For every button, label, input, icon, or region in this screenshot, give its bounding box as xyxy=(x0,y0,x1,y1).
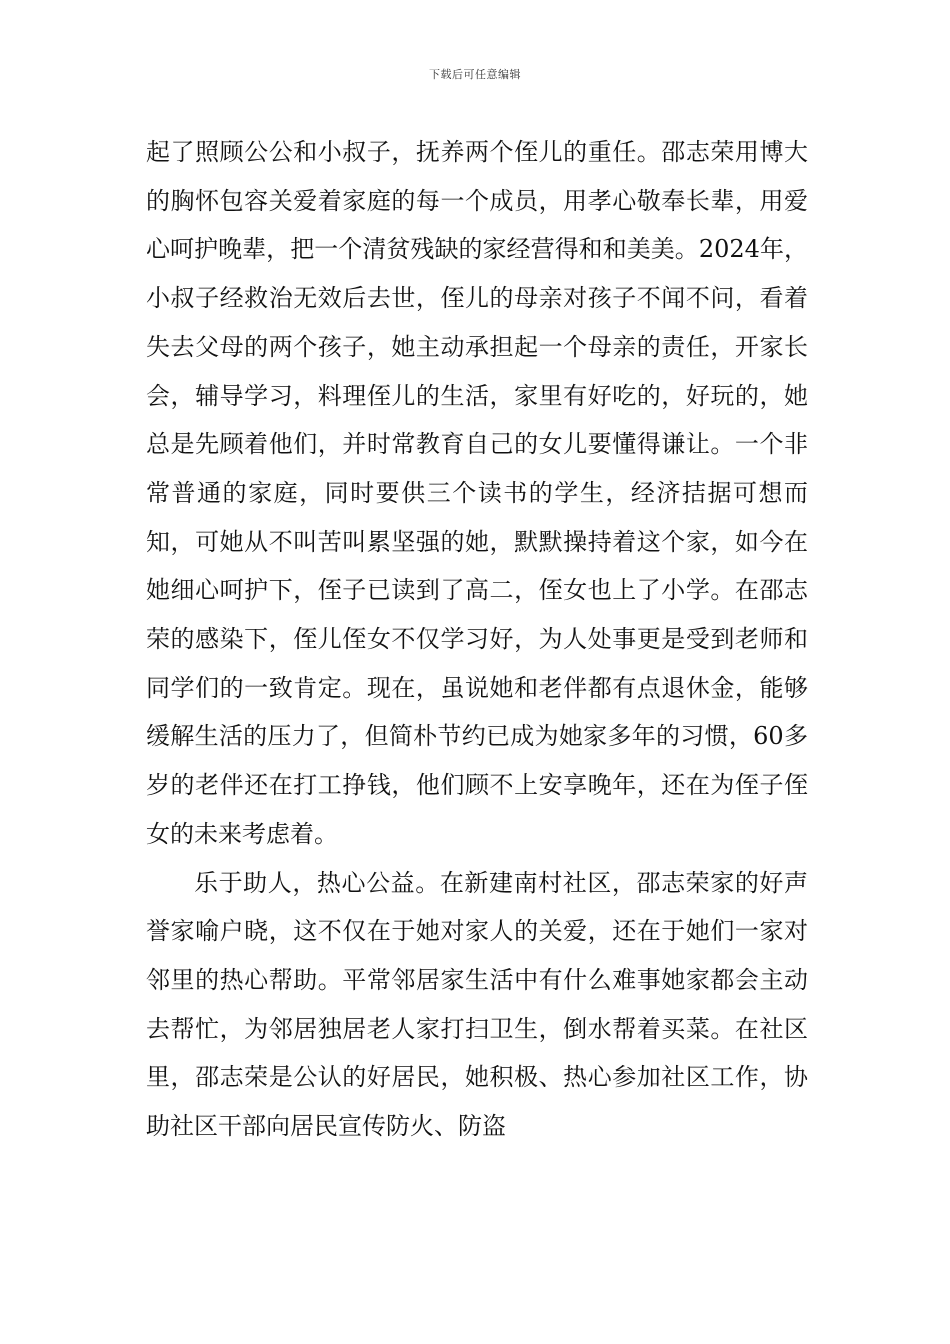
page-header: 下载后可任意编辑 xyxy=(429,68,521,81)
paragraph: 乐于助人，热心公益。在新建南村社区，邵志荣家的好声誉家喻户晓，这不仅在于她对家人的关爱，还在于她们一家对邻里的热心帮助。平常邻居家生活中有什么难事她家都会主动去帮忙，为邻居独居老人家打扫卫生，倒水帮着买菜。在社区里，邵志荣是公认的好居民，她积极、热心参加社区工作，协助社区干部向居民宣传防火、防盗 xyxy=(146,868,808,1141)
paragraph: 起了照顾公公和小叔子，抚养两个侄儿的重任。邵志荣用博大的胸怀包容关爱着家庭的每一个成员，用孝心敬奉长辈，用爱心呵护晚辈，把一个清贫残缺的家经营得和和美美。2024年，小叔子经救治无效后去世，侄儿的母亲对孩子不闻不问，看着失去父母的两个孩子，她主动承担起一个母亲的责任，开家长会，辅导学习，料理侄儿的生活，家里有好吃的，好玩的，她总是先顾着他们，并时常教育自己的女儿要懂得谦让。一个非常普通的家庭，同时要供三个读书的学生，经济拮据可想而知，可她从不叫苦叫累坚强的她，默默操持着这个家，如今在她细心呵护下，侄子已读到了高二，侄女也上了小学。在邵志荣的感染下，侄儿侄女不仅学习好，为人处事更是受到老师和同学们的一致肯定。现在，虽说她和老伴都有点退休金，能够缓解生活的压力了，但简朴节约已成为她家多年的习惯，60多岁的老伴还在打工挣钱，他们顾不上安享晚年，还在为侄子侄女的未来考虑着。 xyxy=(146,138,808,848)
document-body xyxy=(146,128,808,1151)
